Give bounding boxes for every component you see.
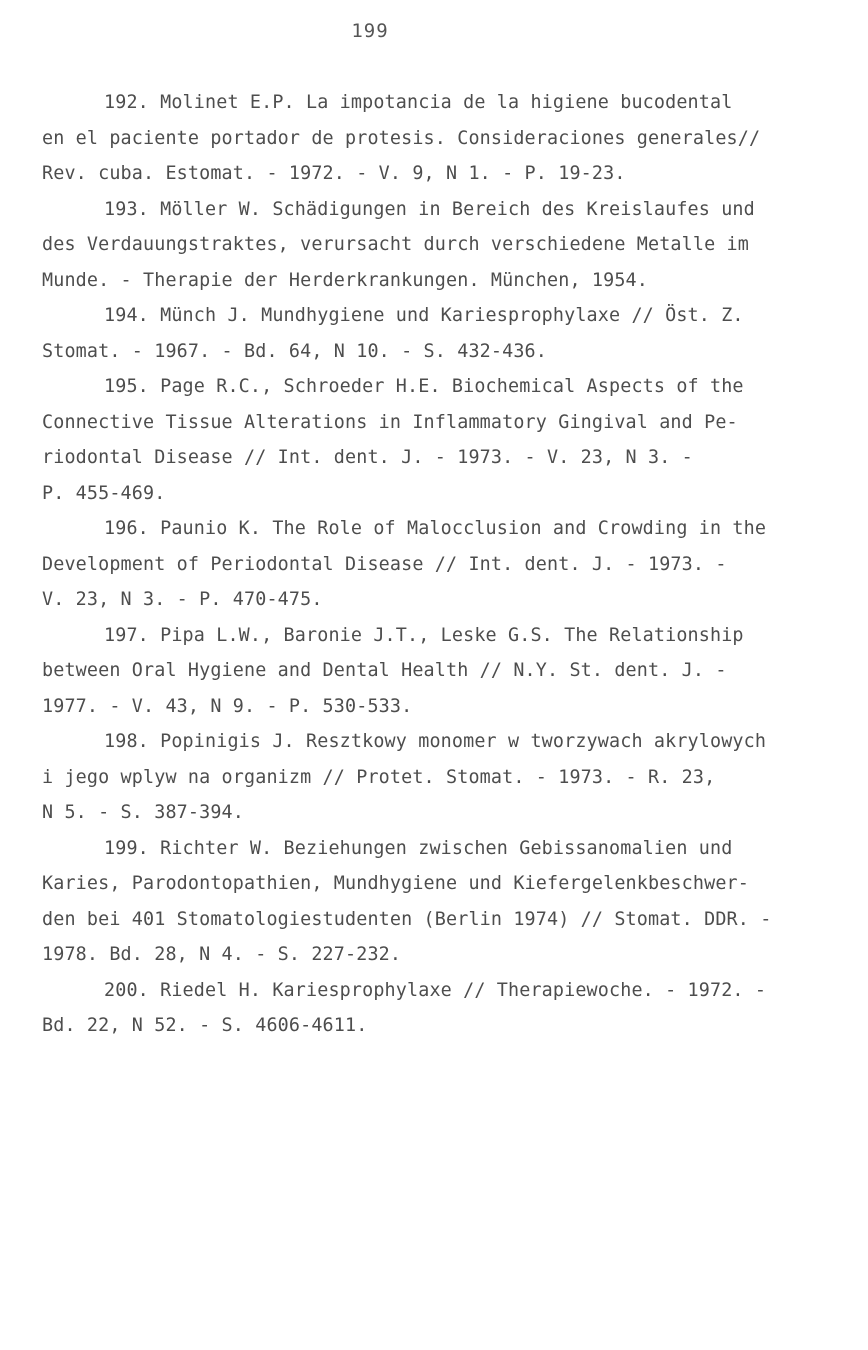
reference-entry-198 — [42, 724, 832, 831]
reference-line: Karies, Parodontopathien, Mundhygiene und Kiefergelenkbeschwer- — [42, 873, 749, 894]
reference-line: 198. Popinigis J. Resztkowy monomer w tworzywach akrylowych — [104, 731, 767, 752]
reference-entry-195 — [42, 369, 832, 511]
reference-line: 200. Riedel H. Kariesprophylaxe // Therapiewoche. - 1972. - — [104, 979, 767, 1001]
reference-line: 194. Münch J. Mundhygiene und Kariesprophylaxe // Öst. Z. — [104, 305, 744, 326]
reference-entry-199 — [42, 831, 832, 973]
reference-entry-196 — [42, 511, 832, 618]
reference-line: P. 455-469. — [42, 482, 166, 504]
reference-line: Stomat. - 1967. - Bd. 64, N 10. - S. 432-436. — [42, 340, 547, 362]
reference-line: 1978. Bd. 28, N 4. - S. 227-232. — [42, 944, 402, 965]
reference-entry-197 — [42, 618, 832, 725]
page-number: 199 — [351, 20, 389, 42]
reference-line: 197. Pipa L.W., Baronie J.T., Leske G.S. The Relationship — [104, 624, 744, 646]
reference-line: V. 23, N 3. - P. 470-475. — [42, 589, 323, 610]
reference-line: riodontal Disease // Int. dent. J. - 1973. - V. 23, N 3. - — [42, 447, 693, 468]
reference-line: 1977. - V. 43, N 9. - P. 530-533. — [42, 695, 413, 717]
reference-entry-200 — [42, 973, 832, 1044]
reference-line: 193. Möller W. Schädigungen in Bereich des Kreislaufes und — [104, 198, 755, 220]
reference-line: Development of Periodontal Disease // Int. dent. J. - 1973. - — [42, 553, 727, 575]
reference-line: des Verdauungstraktes, verursacht durch verschiedene Metalle im — [42, 234, 749, 255]
reference-line: den bei 401 Stomatologiestudenten (Berlin 1974) // Stomat. DDR. - — [42, 908, 772, 930]
reference-line: Rev. cuba. Estomat. - 1972. - V. 9, N 1. - P. 19-23. — [42, 163, 626, 184]
reference-line: i jego wplyw na organizm // Protet. Stomat. - 1973. - R. 23, — [42, 766, 716, 788]
reference-line: between Oral Hygiene and Dental Health // N.Y. St. dent. J. - — [42, 660, 727, 681]
reference-line: Munde. - Therapie der Herderkrankungen. München, 1954. — [42, 269, 648, 291]
reference-line: Connective Tissue Alterations in Inflammatory Gingival and Pe- — [42, 411, 738, 433]
reference-entry-194 — [42, 298, 832, 369]
reference-line: N 5. - S. 387-394. — [42, 802, 244, 823]
reference-list — [42, 85, 832, 1044]
reference-entry-192 — [42, 85, 832, 192]
reference-line: 195. Page R.C., Schroeder H.E. Biochemical Aspects of the — [104, 376, 744, 397]
reference-line: Bd. 22, N 52. - S. 4606-4611. — [42, 1015, 368, 1036]
reference-line: 199. Richter W. Beziehungen zwischen Gebissanomalien und — [104, 837, 733, 859]
reference-line: 192. Molinet E.P. La impotancia de la higiene bucodental — [104, 92, 733, 113]
reference-line: en el paciente portador de protesis. Consideraciones generales// — [42, 127, 761, 149]
reference-line: 196. Paunio K. The Role of Malocclusion and Crowding in the — [104, 518, 767, 539]
reference-entry-193 — [42, 192, 832, 299]
